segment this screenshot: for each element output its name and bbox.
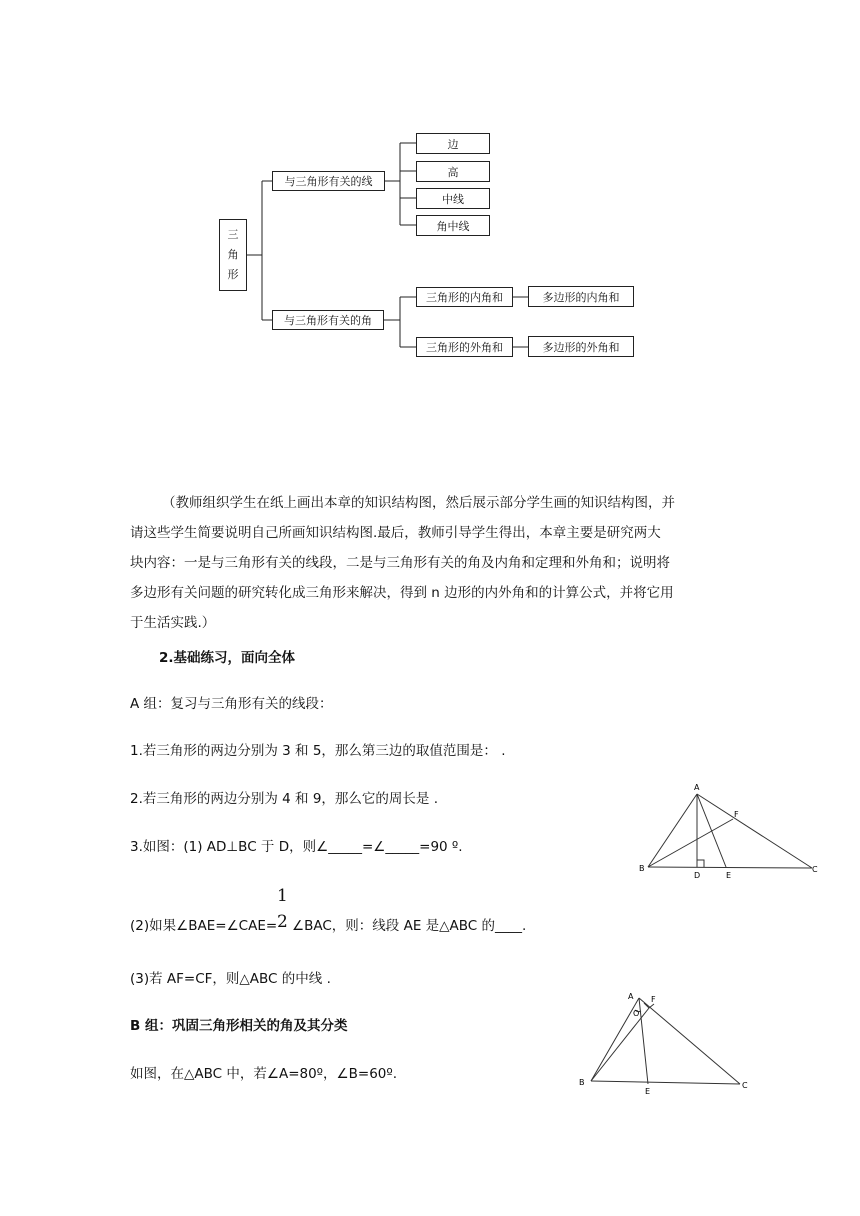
diagram-branch-angles: 与三角形有关的角 — [272, 310, 384, 330]
diagram-root-char: 形 — [227, 268, 239, 281]
figure1-label-e: E — [726, 871, 732, 880]
diagram-item-exterior-sum: 三角形的外角和 — [416, 337, 513, 357]
figure2-label-c: C — [742, 1081, 748, 1090]
paragraph-line: 块内容：一是与三角形有关的线段，二是与三角形有关的角及内角和定理和外角和；说明将 — [130, 555, 670, 571]
fraction-denominator: 2 — [277, 912, 288, 932]
figure2-label-a: A — [628, 992, 634, 1001]
question-3-part-2-left: (2)如果∠BAE=∠CAE= — [130, 918, 278, 934]
question-1: 1.若三角形的两边分别为 3 和 5，那么第三边的取值范围是： . — [130, 743, 506, 759]
figure1-label-d: D — [694, 871, 701, 880]
fraction-numerator: 1 — [277, 886, 288, 906]
group-b-heading: B 组：巩固三角形相关的角及其分类 — [130, 1018, 348, 1034]
diagram-item-side: 边 — [416, 133, 490, 154]
teacher-note-paragraph — [130, 488, 730, 638]
section-2-heading: 2.基础练习，面向全体 — [159, 650, 296, 666]
question-3-part-2-right: ∠BAC，则：线段 AE 是△ABC 的____. — [292, 918, 527, 934]
question-3-part-1: 3.如图：(1) AD⊥BC 于 D，则∠_____=∠_____=90 º. — [130, 839, 463, 855]
diagram-item-bisector: 角中线 — [416, 215, 490, 236]
diagram-root-box — [219, 219, 247, 291]
diagram-item-polygon-exterior: 多边形的外角和 — [528, 336, 634, 357]
question-2: 2.若三角形的两边分别为 4 和 9，那么它的周长是 . — [130, 791, 439, 807]
paragraph-line: 多边形有关问题的研究转化成三角形来解决，得到 n 边形的内外角和的计算公式，并将它用 — [130, 585, 674, 601]
group-b-text: 如图，在△ABC 中，若∠A=80º，∠B=60º. — [130, 1066, 398, 1082]
figure2-label-o: O — [633, 1009, 640, 1018]
figure1-label-f: F — [734, 810, 739, 819]
paragraph-line: 请这些学生简要说明自己所画知识结构图.最后，教师引导学生得出，本章主要是研究两大 — [130, 525, 661, 541]
figure2-label-b: B — [579, 1078, 585, 1087]
question-3-part-3: (3)若 AF=CF，则△ABC 的中线 . — [130, 971, 331, 987]
figure1-label-b: B — [639, 864, 645, 873]
diagram-branch-lines: 与三角形有关的线 — [272, 171, 385, 191]
figure1-label-c: C — [812, 865, 818, 874]
figure2-label-e: E — [645, 1087, 651, 1096]
diagram-root-char: 角 — [227, 248, 239, 261]
diagram-item-median: 中线 — [416, 188, 490, 209]
paragraph-line: 于生活实践.） — [130, 615, 216, 631]
diagram-item-polygon-interior: 多边形的内角和 — [528, 286, 634, 307]
triangle-figure-1 — [620, 778, 830, 882]
figure2-label-f: F — [651, 995, 656, 1004]
triangle-figure-2 — [570, 988, 770, 1098]
diagram-item-height: 高 — [416, 161, 490, 182]
figure1-label-a: A — [694, 783, 700, 792]
diagram-root-char: 三 — [227, 228, 239, 241]
paragraph-line: （教师组织学生在纸上画出本章的知识结构图，然后展示部分学生画的知识结构图，并 — [162, 495, 675, 511]
diagram-item-interior-sum: 三角形的内角和 — [416, 287, 513, 307]
group-a-heading: A 组：复习与三角形有关的线段： — [130, 696, 333, 712]
